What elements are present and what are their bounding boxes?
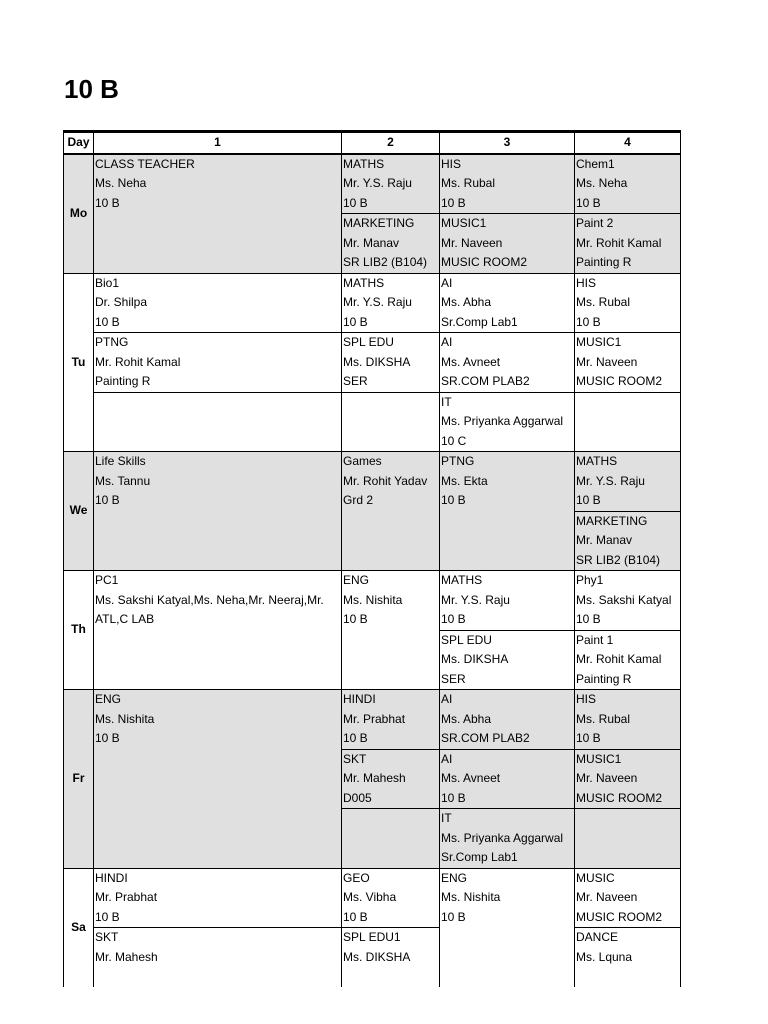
slot-cell [440,868,575,987]
timetable-row [64,868,681,928]
slot-teacher: Mr. Naveen [441,235,503,250]
slot-room: 10 B [343,314,368,329]
slot-subject: Life Skills [95,454,146,468]
slot-cell [342,690,440,750]
slot-cell [440,749,575,809]
slot-room: Sr.Comp Lab1 [441,314,518,329]
slot-teacher: Mr. Rohit Kamal [576,652,662,666]
slot-cell [575,511,681,571]
slot-room: 10 B [95,731,120,745]
slot-room [343,848,439,868]
slot-cell [575,154,681,214]
slot-subject: ENG [95,692,122,706]
slot-filler [343,530,439,550]
day-label: We [64,452,94,571]
slot-teacher: Mr. Mahesh [343,771,406,785]
slot-subject: SKT [343,751,367,766]
slot-subject: MATHS [343,156,385,171]
slot-teacher: Mr. Y.S. Raju [343,176,412,190]
slot-cell [440,809,575,869]
slot-cell [575,690,681,750]
slot-subject: MUSIC [576,870,615,885]
slot-cell [342,214,440,274]
slot-room: Grd 2 [343,493,374,507]
slot-teacher: Ms. Ekta [441,473,488,488]
slot-subject: MATHS [441,573,483,587]
header-period-4: 4 [575,132,681,154]
slot-filler [95,511,341,531]
slot-subject: Chem1 [576,156,615,171]
slot-cell [342,452,440,571]
slot-cell [342,868,440,928]
slot-teacher: Ms. Vibha [343,890,397,904]
slot-cell [94,571,342,690]
slot-subject: HINDI [95,870,128,885]
slot-teacher: Ms. Nishita [441,890,501,904]
page-title: 10 B [64,74,119,104]
slot-cell [342,392,440,452]
slot-subject [343,393,439,413]
slot-teacher: Mr. Rohit Yadav [343,473,428,488]
slot-teacher: Mr. Naveen [576,890,638,904]
slot-room: 10 B [95,493,120,507]
slot-subject: AI [441,275,453,290]
timetable-row [64,273,681,333]
slot-filler [343,550,439,570]
day-label: Mo [64,154,94,274]
slot-filler [95,749,341,769]
slot-teacher: Ms. DIKSHA [343,354,411,369]
slot-room: SR LIB2 (B104) [343,255,428,269]
slot-subject: Paint 1 [576,632,614,647]
slot-teacher: Mr. Manav [576,533,633,547]
slot-subject: AI [441,335,453,349]
slot-room: 10 B [576,314,601,329]
slot-filler [441,511,574,531]
slot-cell [342,749,440,809]
slot-teacher: Mr. Mahesh [95,949,158,964]
slot-room: 10 B [576,493,601,507]
slot-teacher [343,829,439,849]
slot-subject: Games [343,454,382,468]
timetable-row [64,392,681,452]
slot-cell [440,392,575,452]
slot-teacher: Ms. Neha [95,176,147,190]
slot-room: SER [441,671,466,686]
slot-filler [95,530,341,550]
slot-teacher: Ms. DIKSHA [343,949,411,964]
slot-room: 10 B [343,731,368,745]
slot-subject [576,809,680,829]
timetable-body [64,154,681,987]
slot-subject: SPL EDU [343,335,394,349]
slot-teacher: Ms. Nishita [343,592,403,607]
header-period-2: 2 [342,132,440,154]
slot-filler [95,768,341,788]
slot-subject: AI [441,692,453,706]
slot-cell [575,273,681,333]
timetable-row [64,333,681,393]
slot-teacher: Ms. Abha [441,295,492,309]
slot-subject: SPL EDU1 [343,930,401,944]
slot-room: MUSIC ROOM2 [576,909,663,924]
slot-teacher [576,829,680,849]
slot-subject: HIS [576,692,597,706]
slot-room: MUSIC ROOM2 [576,790,663,805]
slot-cell [94,392,342,452]
slot-teacher: Ms. Abha [441,711,492,726]
slot-cell [342,809,440,869]
slot-room: 10 B [343,612,368,626]
slot-teacher: Mr. Y.S. Raju [576,473,645,488]
slot-filler [441,947,574,967]
slot-cell [440,571,575,631]
slot-room: 10 B [576,731,601,745]
slot-room: 10 B [441,493,466,507]
slot-filler [95,233,341,253]
slot-room: SR.COM PLAB2 [441,731,530,745]
slot-subject: ENG [441,870,468,885]
slot-cell [575,868,681,928]
slot-teacher: Ms. Sakshi Katyal,Ms. Neha,Mr. Neeraj,Mr. [95,592,324,607]
header-period-1: 1 [94,132,342,154]
slot-filler [441,966,574,986]
slot-subject: AI [441,751,453,766]
slot-teacher: Ms. Neha [576,176,628,190]
slot-teacher: Ms. DIKSHA [441,652,509,666]
slot-cell [342,928,440,987]
slot-cell [575,928,681,987]
slot-teacher: Ms. Rubal [576,295,631,309]
slot-cell [575,630,681,690]
slot-cell [440,214,575,274]
timetable-row [64,154,681,214]
slot-subject: IT [441,394,452,409]
header-row [64,132,681,154]
slot-room: 10 B [576,195,601,210]
slot-teacher: Mr. Prabhat [95,890,158,904]
slot-room: SER [343,374,368,388]
slot-room: 10 B [441,909,466,924]
slot-teacher [576,412,680,432]
slot-filler [441,550,574,570]
slot-teacher: Ms. Rubal [441,176,496,190]
slot-room: 10 B [95,909,120,924]
slot-teacher: Mr. Rohit Kamal [576,235,662,250]
slot-cell [575,571,681,631]
slot-filler [95,669,341,689]
slot-subject: PC1 [95,573,119,587]
slot-filler [441,927,574,947]
slot-cell [575,392,681,452]
slot-teacher [343,412,439,432]
slot-filler [95,827,341,847]
slot-teacher [95,412,341,432]
slot-cell [440,154,575,214]
day-label: Sa [64,868,94,987]
slot-cell [94,273,342,333]
slot-cell [94,333,342,393]
slot-subject: PTNG [441,454,475,468]
timetable-row [64,571,681,631]
slot-cell [575,809,681,869]
slot-room: D005 [343,790,372,805]
slot-room: 10 B [441,612,466,626]
slot-filler [95,550,341,570]
slot-teacher: Ms. Tannu [95,473,151,488]
slot-teacher: Mr. Y.S. Raju [343,295,412,309]
slot-room [343,432,439,452]
slot-cell [575,452,681,512]
slot-subject: PTNG [95,335,129,349]
slot-teacher: Ms. Lquna [576,949,633,964]
slot-teacher: Mr. Naveen [576,771,638,785]
timetable-row [64,690,681,750]
slot-cell [342,154,440,214]
slot-teacher: Mr. Prabhat [343,711,406,726]
slot-cell [440,333,575,393]
slot-subject [95,393,341,413]
slot-subject: Bio1 [95,275,120,290]
slot-subject: MATHS [343,275,385,290]
slot-room: 10 B [95,314,120,329]
slot-room: 10 B [343,195,368,210]
slot-cell [94,868,342,928]
slot-teacher: Ms. Priyanka Aggarwal [441,830,564,845]
slot-filler [95,252,341,272]
slot-subject: HINDI [343,692,376,706]
slot-room: SR.COM PLAB2 [441,374,530,388]
slot-room: Sr.Comp Lab1 [441,850,518,864]
slot-teacher: Ms. Rubal [576,711,631,726]
slot-subject: HIS [576,275,597,290]
slot-room: ATL,C LAB [95,612,155,626]
slot-room [576,432,680,452]
slot-filler [95,788,341,808]
slot-room: MUSIC ROOM2 [576,374,663,388]
slot-cell [575,333,681,393]
slot-room: Painting R [576,255,632,269]
slot-subject: DANCE [576,930,619,944]
slot-room: 10 C [441,433,467,448]
slot-subject: ENG [343,573,370,587]
timetable [63,130,681,987]
slot-subject: MUSIC1 [576,335,622,349]
slot-teacher: Mr. Rohit Kamal [95,354,181,369]
slot-filler [95,807,341,827]
header-day: Day [64,132,94,154]
slot-filler [343,669,439,689]
slot-cell [575,749,681,809]
slot-subject: MARKETING [576,513,648,528]
slot-subject: MUSIC1 [576,751,622,766]
day-label: Tu [64,273,94,452]
slot-subject: MARKETING [343,216,415,230]
slot-subject: GEO [343,870,370,885]
slot-cell [342,273,440,333]
day-label: Th [64,571,94,690]
slot-room: Painting R [95,374,151,388]
timetable-row [64,928,681,987]
slot-cell [94,690,342,869]
slot-room: 10 B [441,790,466,805]
day-label: Fr [64,690,94,869]
slot-teacher: Ms. Avneet [441,354,501,369]
slot-cell [342,333,440,393]
slot-teacher: Ms. Priyanka Aggarwal [441,414,564,428]
slot-room: Painting R [576,671,632,686]
slot-filler [343,630,439,650]
slot-room [343,967,439,987]
slot-subject: SPL EDU [441,632,492,647]
slot-room: 10 B [95,195,120,210]
slot-teacher: Dr. Shilpa [95,295,148,309]
header-period-3: 3 [440,132,575,154]
slot-filler [441,530,574,550]
slot-room: MUSIC ROOM2 [441,255,528,269]
slot-cell [440,273,575,333]
slot-cell [342,571,440,690]
slot-subject: MATHS [576,454,618,468]
slot-teacher: Ms. Sakshi Katyal [576,592,672,607]
slot-room [95,967,341,987]
slot-teacher: Mr. Manav [343,235,400,250]
slot-filler [343,511,439,531]
slot-cell [94,928,342,987]
slot-room: SR LIB2 (B104) [576,552,661,567]
slot-subject [343,809,439,829]
slot-room: 10 B [576,612,601,626]
slot-cell [440,452,575,571]
slot-room: 10 B [441,195,466,210]
slot-teacher: Ms. Nishita [95,711,155,726]
slot-cell [94,452,342,571]
slot-subject: SKT [95,930,119,944]
slot-teacher: Ms. Avneet [441,771,501,785]
slot-room: 10 B [343,909,368,924]
slot-filler [95,630,341,650]
slot-subject: MUSIC1 [441,216,487,230]
slot-filler [95,846,341,866]
slot-subject [576,393,680,413]
slot-cell [440,690,575,750]
slot-teacher: Mr. Y.S. Raju [441,592,510,607]
slot-room [576,848,680,868]
slot-subject: Phy1 [576,573,604,587]
slot-room [95,432,341,452]
slot-room [576,967,680,987]
slot-subject: CLASS TEACHER [95,156,195,171]
timetable-row [64,452,681,512]
slot-filler [95,213,341,233]
slot-filler [95,649,341,669]
slot-subject: Paint 2 [576,216,614,230]
slot-filler [343,649,439,669]
slot-subject: IT [441,811,452,825]
slot-subject: HIS [441,156,462,171]
slot-cell [94,154,342,274]
slot-teacher: Mr. Naveen [576,354,638,369]
slot-cell [440,630,575,690]
slot-cell [575,214,681,274]
